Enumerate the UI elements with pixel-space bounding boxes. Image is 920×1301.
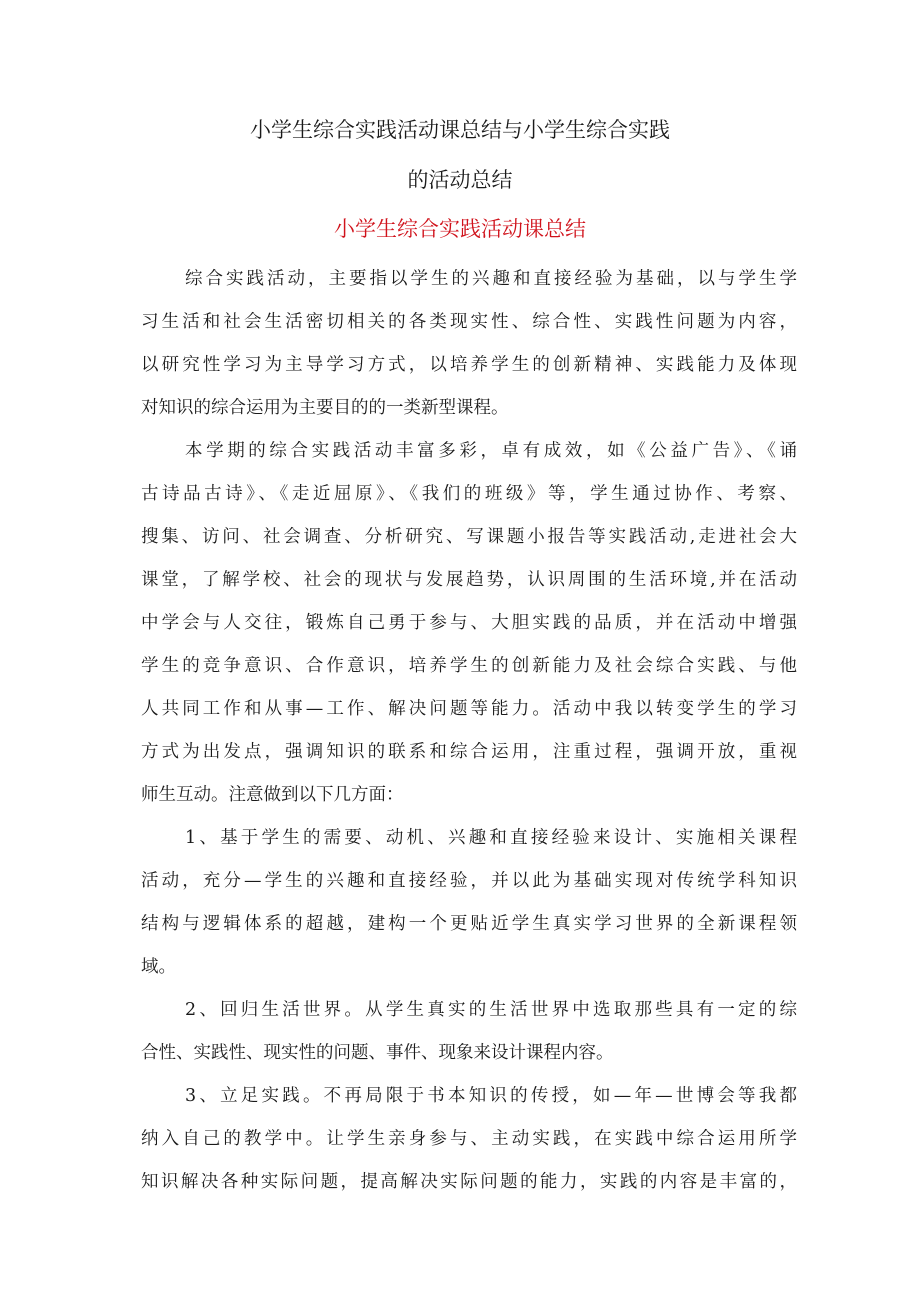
paragraph-1-line-2: 习生活和社会生活密切相关的各类现实性、综合性、实践性问题为内容， [141,312,797,332]
paragraph-1-line-4: 对知识的综合运用为主要目的的一类新型课程。 [141,398,509,418]
paragraph-2-line-7: 人共同工作和从事—工作、解决问题等能力。活动中我以转变学生的学习 [141,699,797,719]
paragraph-1-line-1: 综合实践活动，主要指以学生的兴趣和直接经验为基础，以与学生学 [185,269,797,289]
paragraph-2-line-4: 课堂，了解学校、社会的现状与发展趋势，认识周围的生活环境,并在活动 [141,570,797,590]
paragraph-3-line-4: 域。 [141,957,176,977]
paragraph-4-line-2: 合性、实践性、现实性的问题、事件、现象来设计课程内容。 [141,1043,614,1063]
paragraph-1-line-3: 以研究性学习为主导学习方式，以培养学生的创新精神、实践能力及体现 [141,355,797,375]
section-title: 小学生综合实践活动课总结 [334,217,586,241]
paragraph-2-line-1: 本学期的综合实践活动丰富多彩，卓有成效，如《公益广告》、《诵 [185,441,797,461]
paragraph-5-line-3: 知识解决各种实际问题，提高解决实际问题的能力，实践的内容是丰富的， [141,1172,797,1192]
paragraph-5-line-2: 纳入自己的教学中。让学生亲身参与、主动实践，在实践中综合运用所学 [141,1129,797,1149]
document-title-line-1: 小学生综合实践活动课总结与小学生综合实践 [250,118,670,142]
paragraph-2-line-5: 中学会与人交往，锻炼自己勇于参与、大胆实践的品质，并在活动中增强 [141,613,797,633]
paragraph-2-line-3: 搜集、访问、社会调查、分析研究、写课题小报告等实践活动,走进社会大 [141,527,797,547]
paragraph-2-line-2: 古诗品古诗》、《走近屈原》、《我们的班级》等，学生通过协作、考察、 [141,484,797,504]
paragraph-3-line-1: 1、基于学生的需要、动机、兴趣和直接经验来设计、实施相关课程 [185,828,797,848]
paragraph-4-line-1: 2、回归生活世界。从学生真实的生活世界中选取那些具有一定的综 [185,1000,797,1020]
paragraph-2-line-6: 学生的竞争意识、合作意识，培养学生的创新能力及社会综合实践、与他 [141,656,797,676]
document-body [141,258,797,1204]
paragraph-3-line-2: 活动，充分—学生的兴趣和直接经验，并以此为基础实现对传统学科知识 [141,871,797,891]
document-title-line-2: 的活动总结 [407,168,513,192]
paragraph-3-line-3: 结构与逻辑体系的超越，建构一个更贴近学生真实学习世界的全新课程领 [141,914,797,934]
paragraph-5-line-1: 3、立足实践。不再局限于书本知识的传授，如—年—世博会等我都 [185,1086,797,1106]
paragraph-2-line-9: 师生互动。注意做到以下几方面： [141,785,404,805]
paragraph-2-line-8: 方式为出发点，强调知识的联系和综合运用，注重过程，强调开放，重视 [141,742,797,762]
